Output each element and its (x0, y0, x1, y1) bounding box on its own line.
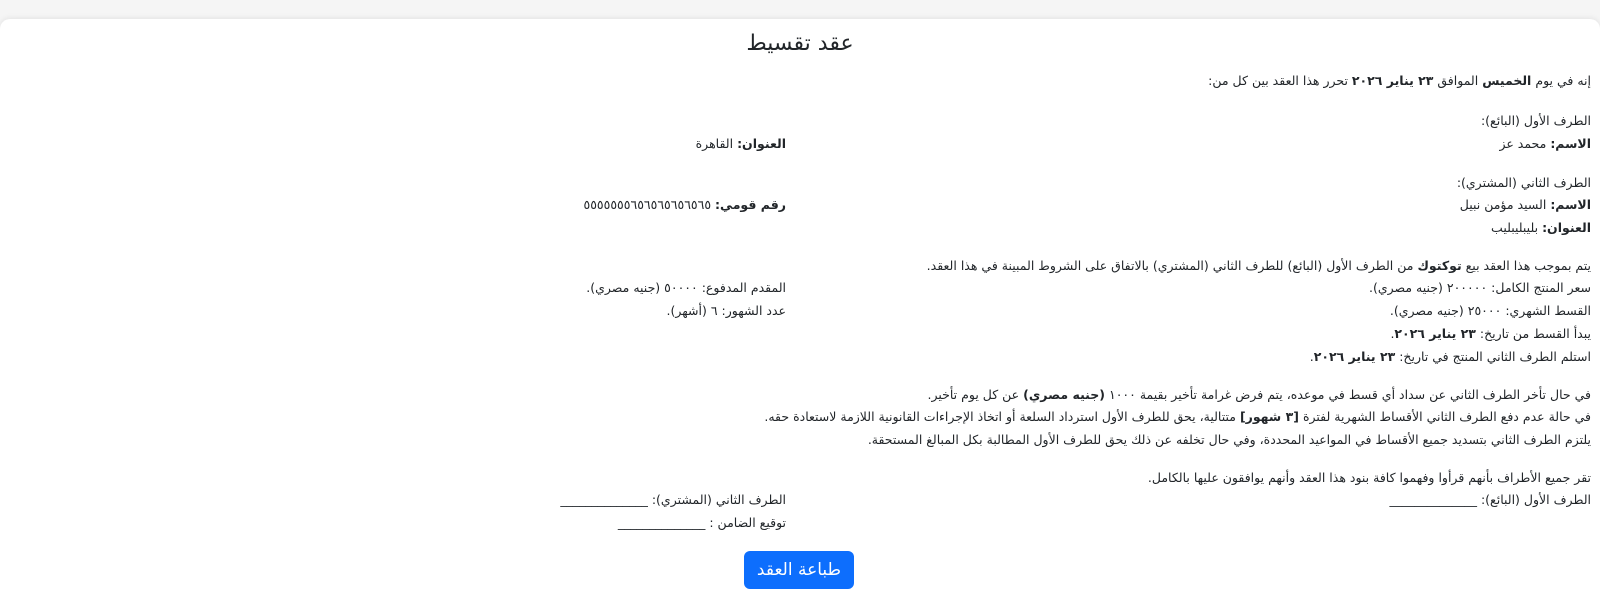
sale-statement: يتم بموجب هذا العقد بيع توكتوك من الطرف الأول (البائع) للطرف الثاني (المشتري) بالاتفاق على الشروط المبينة في هذا العقد. (926, 258, 1591, 273)
seller-signature: الطرف الأول (البائع): ______________ (1389, 492, 1591, 507)
guarantor-signature: توقيع الضامن : ______________ (617, 515, 786, 530)
buyer-national-id: رقم قومي: ٥٥٥٥٥٥٥٦٥٦٥٦٥٦٥٦٥٦٥ (583, 197, 786, 212)
default-term: في حالة عدم دفع الطرف الثاني الأقساط الشهرية لفترة [٣ شهور] متتالية، يحق للطرف الأول استرداد السلعة أو اتخاذ الإجراءات القانونية اللازمة لاستعادة حقه. (764, 409, 1591, 424)
down-payment: المقدم المدفوع: ٥٠٠٠٠ (جنيه مصري). (586, 280, 786, 295)
acknowledgement: تقر جميع الأطراف بأنهم قرأوا وفهموا كافة بنود هذا العقد وأنهم يوافقون عليها بالكامل. (1147, 470, 1591, 485)
buyer-signature: الطرف الثاني (المشتري): ______________ (560, 492, 786, 507)
seller-name: الاسم: محمد عز (1499, 136, 1591, 151)
buyer-name: الاسم: السيد مؤمن نبيل (1459, 197, 1591, 212)
product-received: استلم الطرف الثاني المنتج في تاريخ: ٢٣ يناير ٢٠٢٦. (1309, 349, 1591, 364)
seller-heading: الطرف الأول (البائع): (1480, 113, 1591, 128)
contract-card (0, 19, 1600, 616)
buyer-address: العنوان: بليبليبليب (1491, 220, 1591, 235)
buyer-heading: الطرف الثاني (المشتري): (1456, 175, 1591, 190)
installment-start: يبدأ القسط من تاريخ: ٢٣ يناير ٢٠٢٦. (1390, 326, 1591, 341)
print-contract-button[interactable]: طباعة العقد (744, 551, 854, 589)
seller-address: العنوان: القاهرة (695, 136, 786, 151)
late-fee-term: في حال تأخر الطرف الثاني عن سداد أي قسط في موعده، يتم فرض غرامة تأخير بقيمة ١٠٠٠ (جنيه مصري) عن كل يوم تأخير. (927, 387, 1591, 402)
months-count: عدد الشهور: ٦ (أشهر). (666, 303, 786, 318)
monthly-installment: القسط الشهري: ٢٥٠٠٠ (جنيه مصري). (1389, 303, 1591, 318)
commitment-term: يلتزم الطرف الثاني بتسديد جميع الأقساط في المواعيد المحددة، وفي حال تخلفه عن ذلك يحق للطرف الأول المطالبة بكل المبالغ المستحقة. (867, 432, 1591, 447)
full-price: سعر المنتج الكامل: ٢٠٠٠٠٠ (جنيه مصري). (1369, 280, 1591, 295)
intro-line: إنه في يوم الخميس الموافق ٢٣ يناير ٢٠٢٦ تحرر هذا العقد بين كل من: (1208, 73, 1591, 88)
page-title: عقد تقسيط (746, 31, 854, 56)
